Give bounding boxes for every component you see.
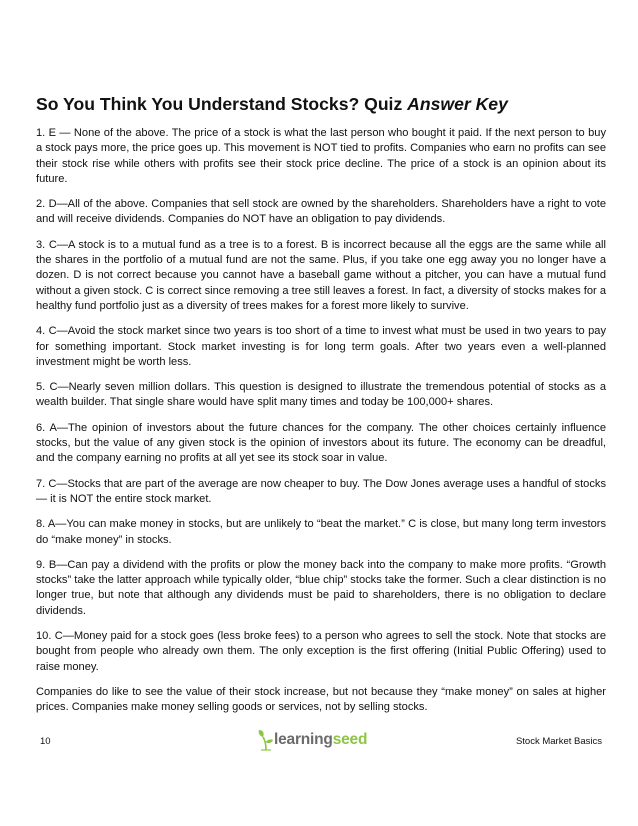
title-main: So You Think You Understand Stocks? Quiz	[36, 94, 408, 114]
answer-paragraph-8: 8. A—You can make money in stocks, but are unlikely to “beat the market.” C is close, but many long term investors do “make money” in stocks.	[36, 518, 606, 546]
answer-paragraph-3: 3. C—A stock is to a mutual fund as a tree is to a forest. B is incorrect because all the eggs are the same while all the shares in the portfolio of a mutual fund are not the same. Plus, if you take one egg away you no longer have a dozen. D is not correct because you cannot have a baseball game without a pitcher, you can have a mutual fund without a given stock. C is correct since removing a tree still leaves a forest. In fact, a diversity of stocks makes for a healthy fund portfolio just as a diversity of trees makes for a forest more likely to survive.	[36, 238, 606, 312]
answer-paragraph-5: 5. C—Nearly seven million dollars. This question is designed to illustrate the tremendous potential of stocks as a wealth builder. That single share would have split many times and today be 100,000+ shares.	[36, 381, 606, 409]
sprout-icon	[258, 729, 274, 751]
page-footer	[36, 728, 608, 752]
answer-paragraph-9: 9. B—Can pay a dividend with the profits or plow the money back into the company to make more profits. “Growth stocks” take the latter approach while typically older, “blue chip” stocks take the former. Such a clear distinction is no longer true, but note that although any dividends must be paid to shareholders, there is no obligation to declare dividends.	[36, 558, 606, 617]
learningseed-logo	[258, 728, 367, 752]
answer-paragraph-7: 7. C—Stocks that are part of the average are now cheaper to buy. The Dow Jones average uses a handful of stocks — it is NOT the entire stock market.	[36, 477, 606, 505]
answer-paragraph-2: 2. D—All of the above. Companies that sell stock are owned by the shareholders. Shareholders have a right to vote and will receive dividends. Companies do NOT have an obligation to pay dividends.	[36, 198, 606, 226]
answer-key-page	[36, 94, 606, 726]
answer-paragraph-6: 6. A—The opinion of investors about the future chances for the company. The other choices certainly influence stocks, but the value of any given stock is the opinion of investors about its future. The economy can be dreadful, and the company earning no profits at all yet see its stock soar in value.	[36, 421, 606, 465]
title-italic: Answer Key	[407, 94, 508, 114]
document-name: Stock Market Basics	[515, 736, 602, 747]
page-number: 10	[40, 736, 51, 747]
answer-paragraph-10: 10. C—Money paid for a stock goes (less broke fees) to a person who agrees to sell the stock. Note that stocks are bought from people who already own them. The only exception is the first offering (Initial Public Offering) used to raise money.	[36, 630, 606, 673]
logo-text-seed: seed	[332, 731, 368, 748]
closing-paragraph: Companies do like to see the value of their stock increase, but not because they “make money” on sales at higher prices. Companies make money selling goods or services, not by selling stocks.	[36, 685, 606, 714]
page-title	[36, 94, 606, 114]
logo-text-learning: learning	[274, 731, 333, 748]
logo-text	[274, 731, 367, 749]
answer-paragraph-4: 4. C—Avoid the stock market since two years is too short of a time to invest what must be used in two years to pay for something important. Stock market investing is for long term goals. After two years even a well-planned investment might be worth less.	[36, 325, 606, 368]
answer-paragraph-1: 1. E — None of the above. The price of a stock is what the last person who bought it paid. If the next person to buy a stock pays more, the price goes up. This movement is NOT tied to profits. Companies who earn no profits can see their stock rise while others with profits see their stock price decline. The price of a stock is an opinion about its future.	[36, 127, 606, 185]
